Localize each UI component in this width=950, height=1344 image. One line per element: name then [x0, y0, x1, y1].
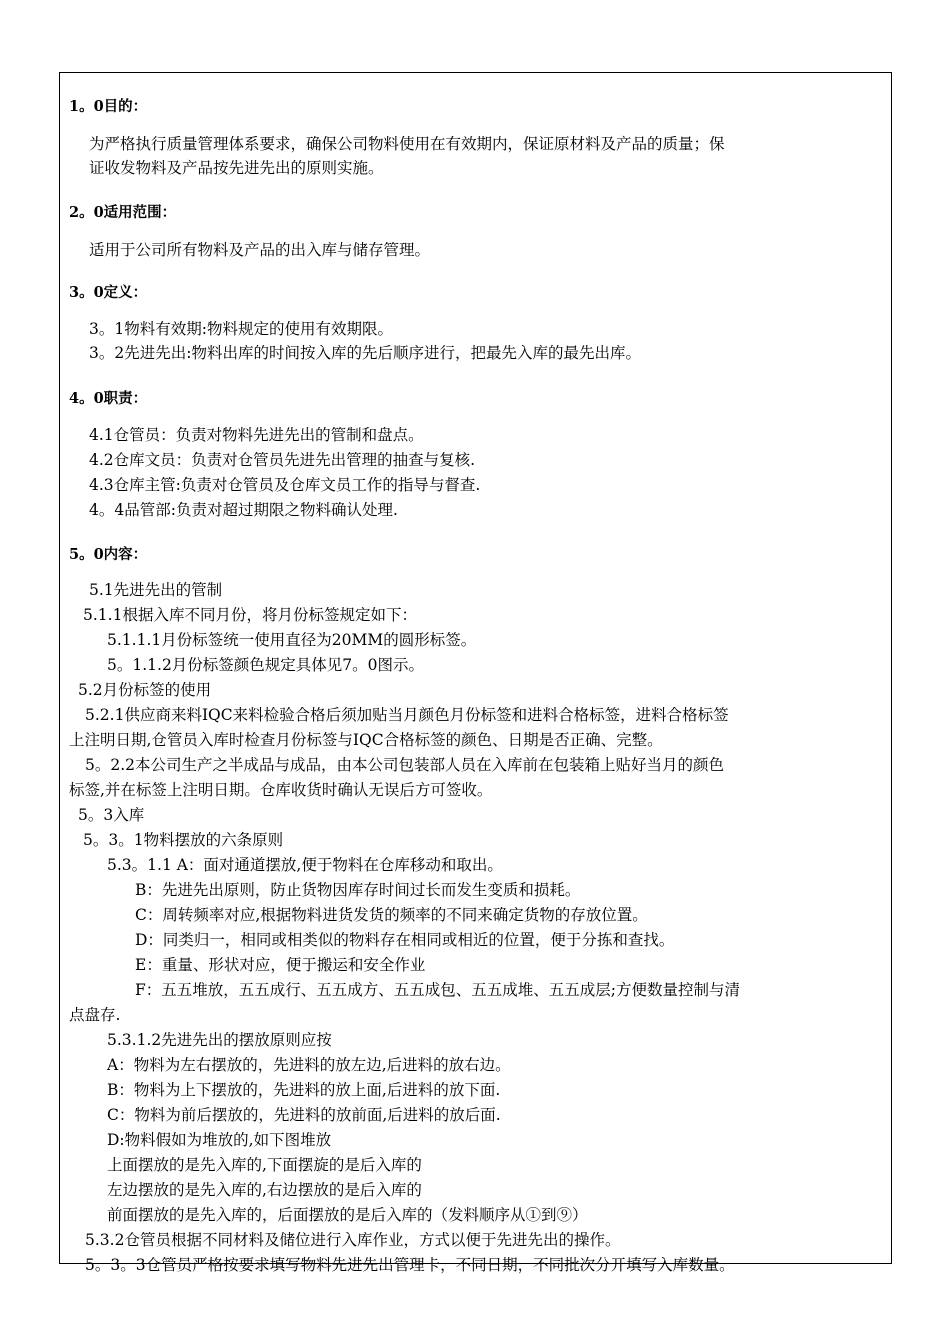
section-1-line-1: 为严格执行质量管理体系要求，确保公司物料使用在有效期内，保证原材料及产品的质量；保: [89, 135, 725, 153]
section-5-line-10: 5。3入库: [78, 806, 145, 824]
section-5-line-21: B：物料为上下摆放的，先进料的放上面,后进料的放下面.: [107, 1081, 501, 1099]
section-2-heading: 2。0适用范围：: [69, 204, 177, 221]
section-2-line-1: 适用于公司所有物料及产品的出入库与储存管理。: [89, 241, 431, 259]
section-5-line-14: C：周转频率对应,根据物料进货发货的频率的不同来确定货物的存放位置。: [135, 906, 648, 924]
section-5-line-13: B：先进先出原则，防止货物因库存时间过长而发生变质和损耗。: [135, 881, 581, 899]
section-5-line-5: 5.2月份标签的使用: [78, 681, 212, 699]
section-5-line-16: E：重量、形状对应，便于搬运和安全作业: [135, 956, 426, 974]
section-5-heading: 5。0内容：: [69, 546, 148, 563]
section-5-line-17: F：五五堆放，五五成行、五五成方、五五成包、五五成堆、五五成层;方便数量控制与清: [135, 981, 740, 999]
section-5-line-24: 上面摆放的是先入库的,下面摆旋的是后入库的: [107, 1156, 422, 1174]
section-3-line-1: 3。1物料有效期:物料规定的使用有效期限。: [89, 320, 393, 338]
section-5-line-27: 5.3.2仓管员根据不同材料及储位进行入库作业，方式以便于先进先出的操作。: [85, 1231, 621, 1249]
section-5-line-8: 5。2.2本公司生产之半成品与成品，由本公司包装部人员在入库前在包装箱上贴好当月的颜色: [85, 756, 725, 774]
section-4-line-4: 4。4品管部:负责对超过期限之物料确认处理.: [89, 501, 398, 519]
section-5-line-11: 5。3。1物料摆放的六条原则: [83, 831, 284, 849]
section-5-line-18: 点盘存.: [69, 1006, 121, 1024]
section-5-line-28: 5。3。3仓管员严格按要求填写物料先进先出管理卡，不同日期，不同批次分开填写入库数量。: [85, 1256, 735, 1274]
section-5-line-26: 前面摆放的是先入库的，后面摆放的是后入库的（发料顺序从①到⑨）: [107, 1206, 588, 1224]
section-5-line-15: D：同类归一，相同或相类似的物料存在相同或相近的位置，便于分拣和查找。: [135, 931, 675, 949]
section-1-line-2: 证收发物料及产品按先进先出的原则实施。: [89, 159, 384, 177]
section-4-line-3: 4.3仓库主管:负责对仓管员及仓库文员工作的指导与督查.: [89, 476, 481, 494]
section-5-line-19: 5.3.1.2先进先出的摆放原则应按: [107, 1031, 332, 1049]
section-4-heading: 4。0职责：: [69, 390, 148, 407]
section-5-line-7: 上注明日期,仓管员入库时检查月份标签与IQC合格标签的颜色、日期是否正确、完整。: [69, 731, 663, 749]
section-1-heading: 1。0目的：: [69, 98, 148, 115]
section-3-line-2: 3。2先进先出:物料出库的时间按入库的先后顺序进行，把最先入库的最先出库。: [89, 344, 641, 362]
section-5-line-9: 标签,并在标签上注明日期。仓库收货时确认无误后方可签收。: [69, 781, 493, 799]
section-5-line-12: 5.3。1.1 A：面对通道摆放,便于物料在仓库移动和取出。: [107, 856, 503, 874]
section-5-line-20: A：物料为左右摆放的，先进料的放左边,后进料的放右边。: [107, 1056, 511, 1074]
section-4-line-1: 4.1仓管员：负责对物料先进先出的管制和盘点。: [89, 426, 424, 444]
section-4-line-2: 4.2仓库文员：负责对仓管员先进先出管理的抽查与复核.: [89, 451, 476, 469]
section-5-line-3: 5.1.1.1月份标签统一使用直径为20MM的圆形标签。: [107, 631, 477, 649]
section-3-heading: 3。0定义：: [69, 284, 148, 301]
section-5-line-23: D:物料假如为堆放的,如下图堆放: [107, 1131, 332, 1149]
section-5-line-25: 左边摆放的是先入库的,右边摆放的是后入库的: [107, 1181, 422, 1199]
section-5-line-4: 5。1.1.2月份标签颜色规定具体见7。0图示。: [107, 656, 425, 674]
section-5-line-6: 5.2.1供应商来料IQC来料检验合格后须加贴当月颜色月份标签和进料合格标签，进料合格标签: [85, 706, 729, 724]
section-5-line-1: 5.1先进先出的管制: [89, 581, 223, 599]
section-5-line-2: 5.1.1根据入库不同月份，将月份标签规定如下：: [83, 606, 417, 624]
section-5-line-22: C：物料为前后摆放的，先进料的放前面,后进料的放后面.: [107, 1106, 501, 1124]
